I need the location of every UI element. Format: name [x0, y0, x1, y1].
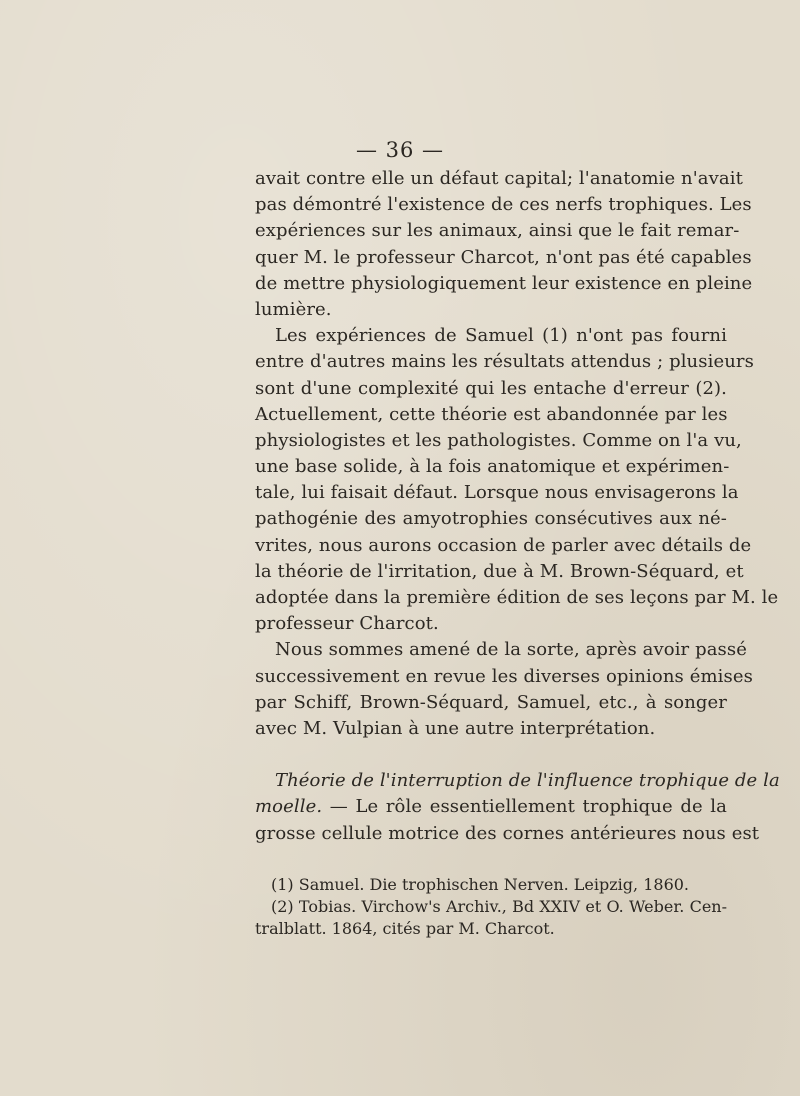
text-line: quer M. le professeur Charcot, n'ont pas été capables	[255, 246, 752, 268]
text-line: pas démontré l'existence de ces nerfs trophiques. Les	[255, 194, 752, 216]
text-line: vrites, nous aurons occasion de parler avec détails de	[255, 534, 752, 556]
text-line: professeur Charcot.	[255, 613, 439, 635]
footnotes	[255, 874, 727, 940]
footnote-1: (1) Samuel. Die trophischen Nerven. Leipzig, 1860.	[271, 875, 690, 894]
text-line: lumière.	[255, 298, 332, 320]
section-heading-italic: Théorie de l'interruption de l'influence trophique de la	[275, 770, 780, 792]
section-gap	[255, 742, 727, 768]
text-line: grosse cellule motrice des cornes antérieures nous est	[255, 822, 760, 844]
text-line: la théorie de l'irritation, due à M. Brown-Séquard, et	[255, 560, 744, 582]
text-line: pathogénie des amyotrophies consécutives aux né-	[255, 508, 727, 530]
text-line: sont d'une complexité qui les entache d'erreur (2).	[255, 377, 727, 399]
text-line: successivement en revue les diverses opinions émises	[255, 665, 753, 687]
text-line: tale, lui faisait défaut. Lorsque nous envisagerons la	[255, 482, 739, 504]
text-line: une base solide, à la fois anatomique et expérimen-	[255, 456, 730, 478]
text-line: avec M. Vulpian à une autre interprétation.	[255, 717, 656, 739]
footnote-2-continuation: tralblatt. 1864, cités par M. Charcot.	[255, 919, 555, 938]
text-line: physiologistes et les pathologistes. Comme on l'a vu,	[255, 429, 742, 451]
paragraph-start: Les expériences de Samuel (1) n'ont pas fourni	[275, 325, 727, 347]
text-line: expériences sur les animaux, ainsi que le fait remar-	[255, 220, 740, 242]
text-line: adoptée dans la première édition de ses leçons par M. le	[255, 587, 779, 608]
paragraph-start: Nous sommes amené de la sorte, après avoir passé	[275, 639, 747, 661]
footnote-2: (2) Tobias. Virchow's Archiv., Bd XXIV et O. Weber. Cen-	[271, 897, 727, 916]
section-heading-italic: moelle.	[255, 796, 323, 818]
section-heading-line	[255, 768, 780, 794]
section-heading-line	[255, 794, 727, 820]
page-number: — 36 —	[355, 138, 445, 162]
text-line: entre d'autres mains les résultats attendus ; plusieurs	[255, 351, 754, 373]
text-line: par Schiff, Brown-Séquard, Samuel, etc., à songer	[255, 691, 727, 713]
main-text	[255, 166, 780, 847]
section-text: — Le rôle essentiellement trophique de la	[322, 796, 727, 818]
text-line: de mettre physiologiquement leur existence en pleine	[255, 272, 753, 294]
text-line: avait contre elle un défaut capital; l'anatomie n'avait	[255, 168, 743, 189]
text-line: Actuellement, cette théorie est abandonnée par les	[255, 403, 728, 425]
